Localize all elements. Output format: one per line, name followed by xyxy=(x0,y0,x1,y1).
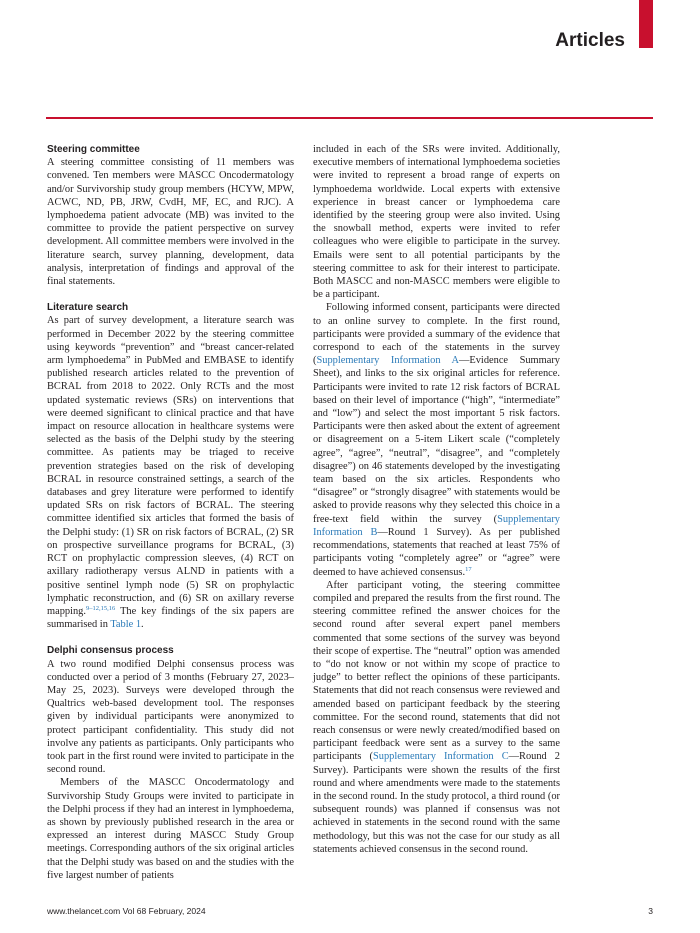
literature-text-b: The key findings of the six papers are summarised in xyxy=(47,605,294,631)
paragraph-delphi-1: A two round modified Delphi consensus process was conducted over a period of 3 months (February 27, 2023–May 25, 2023). Surveys were developed through the Qualtrics web-based development tool. The responses given by individual participants were anonymized to protect participant confidentiality. This study did not involve any patients as participants. Only participants who took part in the first round were invited to participate in the second round. xyxy=(47,658,294,776)
paragraph-steering-committee: A steering committee consisting of 11 members was convened. Ten members were MASCC Oncodermatology and/or Survivorship study group members (HCYW, MPW, ACWC, ND, PB, JRW, CvdH, MF, EC, and RJC). A lymphoedema patient advocate (MB) was invited to the committee to provide the patient perspective on survey development. All committee members were involved in the literature search, survey planning, development, data analysis, interpretation of findings and approval of the final statements. xyxy=(47,157,294,288)
second-round-text-a: After participant voting, the steering committee compiled and prepared the results from the first round. The steering committee refined the answer choices for the second round after several expert panel members commented that some sections of the survey was beyond their scope of expertise. The “neutral” option was amended to “do not know or not within my scope of practice to judge” to better reflect the opinions of these participants. Statements that did not reach consensus were reviewed and amended based on participant feedback by the steering committee. For the second round, statements that did not reach consensus or were newly created/modified based on participant feedback were sent as a survey to the same participants ( xyxy=(313,579,560,763)
first-round-text-a: Following informed consent, participants were directed to an online survey to complete. In the first round, participants were provided a summary of the evidence that correspond to each of the statements in the survey ( xyxy=(313,302,560,367)
first-round-text-b: —Evidence Summary Sheet), and links to the six original articles for reference. Participants were invited to rate 12 risk factors of BCRAL based on their level of importance (“high”, “intermediate” and “low”) and select the most important 5 risk factors. Participants were then asked about the extent of agreement or disagreement on a 5-item Likert scale (“completely agree”, “agree”, “neutral”, “disagree”, and “completely disagree”) on 46 statements developed by the investigating team based on the six articles. Respondents who “disagree” or “strongly disagree” with statements would be asked to provide reasons why they selected this choice in a free-text field within the survey ( xyxy=(313,355,560,525)
supplementary-c-link[interactable]: Supplementary Information C xyxy=(373,751,509,763)
literature-text-c: . xyxy=(141,619,144,631)
table-1-link[interactable]: Table 1 xyxy=(110,619,142,631)
heading-literature-search: Literature search xyxy=(47,302,129,314)
supplementary-b-link[interactable]: Supplementary Information B xyxy=(313,513,560,538)
page-number: 3 xyxy=(648,906,653,916)
section-label: Articles xyxy=(555,30,625,51)
heading-steering-committee: Steering committee xyxy=(47,144,140,155)
journal-footer[interactable]: www.thelancet.com Vol 68 February, 2024 xyxy=(47,906,206,916)
paragraph-literature-search xyxy=(47,314,294,631)
header-rule xyxy=(46,117,653,119)
journal-color-bar xyxy=(639,0,653,48)
right-column xyxy=(313,143,560,856)
supplementary-a-link[interactable]: Supplementary Information A xyxy=(316,355,459,367)
heading-delphi-process: Delphi consensus process xyxy=(47,645,174,657)
left-column xyxy=(47,143,294,882)
paragraph-delphi-2: Members of the MASCC Oncodermatology and Survivorship Study Groups were invited to participate in the Delphi process if they had an interest in lymphoedema, as shown by previously published research in the area or expressed an interest during MASCC Study Group meetings. Corresponding authors of the six original articles that the Delphi study was based on and the studies with the five largest number of patients xyxy=(47,777,294,881)
first-round-text-c: —Round 1 Survey). As per published recommendations, statements that reached at least 75% of participants voting “completely agree” or “agree” were deemed to have achieved consensus. xyxy=(313,526,560,578)
reference-citation[interactable]: 9–12,15,16 xyxy=(85,604,116,612)
literature-text-a: As part of survey development, a literature search was performed in December 2022 by the steering committee using keywords “prevention” and “breast cancer-related arm lymphoedema” in PubMed and EMBASE to identify published research articles related to the prevention of BCRAL from 2018 to 2022. Only RCTs and the most updated systematic reviews (SRs) on interventions that were deemed significant to clinical practice and that have impact on resource allocation in healthcare systems were selected as the basis of the Delphi study by the steering committee. As patients may be triaged to receive prevention strategies based on the risk of developing BCRAL in resource constrained settings, a search of the databases and grey literature were performed to identify updated SRs on risk factors of BCRAL. The steering committee identified six articles that formed the basis of the Delphi study: (1) SR on risk factors of BCRAL, (2) SR on prospective surveillance programs for BCRAL, (3) RCT on prophylactic compression sleeves, (4) RCT on axillary radiotherapy versus ALND in patients with a positive sentinel lymph node (5) SR on prophylactic lymphatic reconstruction, and (6) SR on axillary reverse mapping. xyxy=(47,315,294,617)
paragraph-first-round xyxy=(313,301,560,578)
paragraph-second-round xyxy=(313,579,560,856)
paragraph-invitations: included in each of the SRs were invited. Additionally, executive members of international lymphoedema societies were invited to represent a broad range of experts on lymphoedema worldwide. Local experts with extensive experience in breast cancer or lymphoedema care identified by the steering group were also invited. Using the snowball method, experts were invited to refer colleagues who were eligible to participate in the survey. Emails were sent to all potential participants by the steering committee to ask for their interest to participate. Both MASCC and non-MASCC members were eligible to be a participant. xyxy=(313,144,560,301)
second-round-text-b: —Round 2 Survey). Participants were shown the results of the first round and where amendments were made to the statements in the second round. In the study protocol, a third round (or subsequent rounds) was planned if consensus was not achieved in statements in the second round with the same methodology, but this was not the case for our study as all statements achieved consensus in the second round. xyxy=(313,751,560,855)
reference-citation-17[interactable]: 17 xyxy=(465,565,472,573)
